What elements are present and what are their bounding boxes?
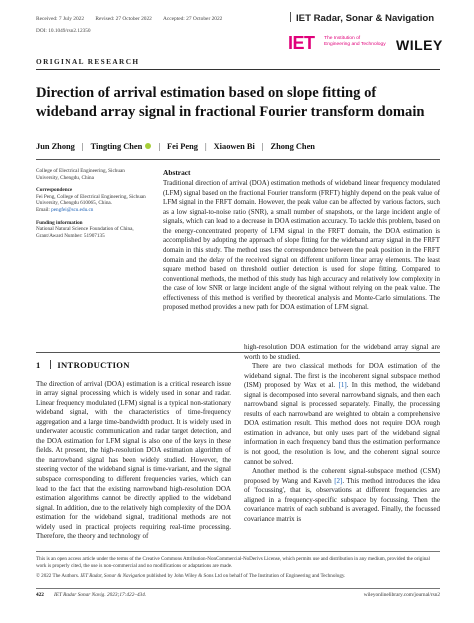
journal-title[interactable] — [290, 12, 434, 24]
author-name[interactable]: Zhong Chen — [270, 142, 315, 151]
body-column-right — [244, 343, 440, 524]
section-number: 1 — [36, 360, 41, 370]
accepted-date: Accepted: 27 October 2022 — [162, 16, 223, 22]
page-footer-divider — [36, 588, 440, 589]
author-name[interactable]: Fei Peng — [167, 142, 198, 151]
abstract-text: Traditional direction of arrival (DOA) estimation methods of wideband linear frequency modulated (LFM) signal based on the fractional Fourier transform (FRFT) highly depend on the peak value of LFM signal in the FRFT domain. However, the peak value can be affected by various factors, such as a low signal-to-noise ratio (SNR), a small number of snapshots, or the large incident angle of signals, which can lead to a decrease in DOA estimation accuracy. To tackle this problem, based on the energy-concentrated property of LFM signal in the FRFT domain, the DOA estimation is accomplished by adopting the approach of slope fitting for the wideband array signal in the FRFT domain in this study. The method uses the correspondence between the peak position in the FRFT domain and the delay of the received signal on different uniform linear array elements. The least square method based on threshold outlier detection is used for slope fitting. Compared to conventional methods, the method of this study has high accuracy and relatively low complexity in the case of low SNR or large incident angle of the signal without relying on the peak value. The effectiveness of this method is verified by theoretical analysis and Monte-Carlo simulations. The proposed method provides a new path for DOA estimation of LFM signal. — [163, 179, 440, 312]
affiliation: College of Electrical Engineering, Sichuan University, Chengdu, China — [36, 168, 125, 181]
paragraph-text: There are two classical methods for DOA estimation of the wideband signal. The first is the incoherent signal subspace method (ISM) proposed by Wax et al. — [244, 362, 440, 390]
body-column-left — [36, 360, 231, 542]
paragraph — [244, 362, 440, 467]
header-divider — [36, 69, 440, 70]
paragraph: The direction of arrival (DOA) estimation is a critical research issue in array signal processing which is widely used in sonar and radar. Linear frequency modulated (LFM) signal is a typical non-stationary wideband signal, with the characteristics of time-frequency aggregation and a large time-bandwidth product. It is widely used in underwater acoustic communication and radar target detection, and the DOA estimation for LFM signal is also one of the keys in these fields. At present, the high-resolution DOA estimation algorithm of the narrowband signal has been widely studied. However, the steering vector of the wideband signal is time-variant, and the signal subspace corresponding to different frequencies varies, which can lead to the fact that the existing narrowband high-resolution DOA estimation algorithms cannot be directly applied to the wideband signal. In addition, due to the relatively high complexity of the DOA estimation for the wideband signal, traditional methods are not widely used in practical projects requiring real-time processing. Therefore, the theory and technology of — [36, 379, 231, 541]
journal-title-divider — [290, 12, 291, 22]
correspondence-heading: Correspondence — [36, 187, 73, 194]
received-date: Received: 7 July 2022 — [36, 16, 85, 22]
article-dates — [36, 16, 232, 22]
copyright-journal: IET Radar, Sonar & Navigation — [80, 573, 146, 580]
page-number: 422 — [36, 592, 44, 598]
funding-heading: Funding information — [36, 219, 83, 226]
author-separator: | — [81, 142, 84, 151]
email-label: Email: — [36, 206, 52, 213]
section-heading-divider — [50, 360, 51, 369]
license-footnote — [36, 556, 440, 580]
journal-citation: IET Radar Sonar Navig. 2023;17:422–434. — [53, 592, 147, 598]
paragraph-text: . This method introduces the idea of 'focussing', that is, observations at different frequencies are aligned in a frequency-specific subspace by focussing. Then the covariance matrix of each subband is averaged. Finally, the focussed covariance matrix is — [244, 476, 441, 523]
citation-link[interactable]: [1] — [338, 381, 347, 390]
author-divider — [36, 159, 440, 160]
page-footer — [36, 592, 440, 598]
author-name[interactable]: Tingting Chen — [90, 142, 143, 151]
journal-title-text: IET Radar, Sonar & Navigation — [296, 13, 435, 24]
paragraph-text: . In this method, the wideband signal is decomposed into several narrowband signals, and then each narrowband signal is processed separately. Finally, the processing results of each narrowband are weighted to obtain a comprehensive DOA estimation result. This method does not require DOA rough estimation in advance, but only uses part of the wideband signal information in each frequency band thus the estimation performance is not good, the resolution is low, and the coherent signal source cannot be solved. — [244, 381, 440, 466]
author-name[interactable]: Jun Zhong — [36, 142, 75, 151]
article-type: ORIGINAL RESEARCH — [36, 57, 140, 66]
email-link[interactable]: pengfei@scu.edu.cn — [51, 206, 94, 213]
author-list — [36, 142, 315, 151]
author-separator: | — [204, 142, 207, 151]
section-title: INTRODUCTION — [57, 360, 130, 370]
iet-logo-mark: IET — [288, 33, 315, 53]
email-line — [36, 207, 148, 214]
iet-line-1: The Institution of — [324, 36, 361, 41]
copyright-text: published by John Wiley & Sons Ltd on behalf of The Institution of Engineering and Technology. — [145, 573, 346, 580]
author-separator: | — [261, 142, 264, 151]
paragraph: high-resolution DOA estimation for the wideband array signal are worth to be studied. — [244, 343, 440, 361]
correspondence-text: Fei Peng, College of Electrical Engineering, Sichuan University, Chengdu 610065, China. — [36, 193, 146, 207]
article-sidebar — [36, 168, 148, 239]
journal-url[interactable]: wileyonlinelibrary.com/journal/rsn2 — [363, 592, 440, 598]
orcid-icon[interactable] — [145, 143, 151, 149]
copyright-line — [36, 573, 440, 580]
article-title: Direction of arrival estimation based on slope fitting of wideband array signal in fractional Fourier transform domain — [36, 85, 425, 120]
funding-text: National Natural Science Foundation of China, Grant/Award Number: 51907135 — [36, 226, 134, 239]
author-separator: | — [158, 142, 160, 151]
iet-line-2: Engineering and Technology — [324, 41, 386, 47]
iet-logo-text — [324, 36, 386, 47]
copyright-text: © 2022 The Authors. — [36, 573, 81, 580]
wiley-logo[interactable]: WILEY — [396, 37, 443, 53]
section-heading — [36, 360, 231, 371]
citation-link[interactable]: [2] — [334, 476, 343, 485]
author-name[interactable]: Xiaowen Bi — [213, 142, 255, 151]
abstract-heading: Abstract — [163, 168, 191, 177]
abstract — [163, 168, 440, 313]
paragraph-text: Another method is the coherent signal-subspace method (CSM) proposed by Wang and Kaveh — [244, 467, 440, 485]
revised-date: Revised: 27 October 2022 — [95, 16, 152, 22]
license-text: This is an open access article under the terms of the Creative Commons Attribution-NonCommercial-NoDerivs License, which permits use and distribution in any medium, provided the original work is properly cited, the use is non-commercial and no modifications or adaptations are made. — [36, 556, 430, 569]
paragraph — [244, 467, 440, 524]
footnote-divider — [36, 551, 440, 552]
doi[interactable]: DOI: 10.1049/rsn2.12350 — [36, 28, 91, 34]
